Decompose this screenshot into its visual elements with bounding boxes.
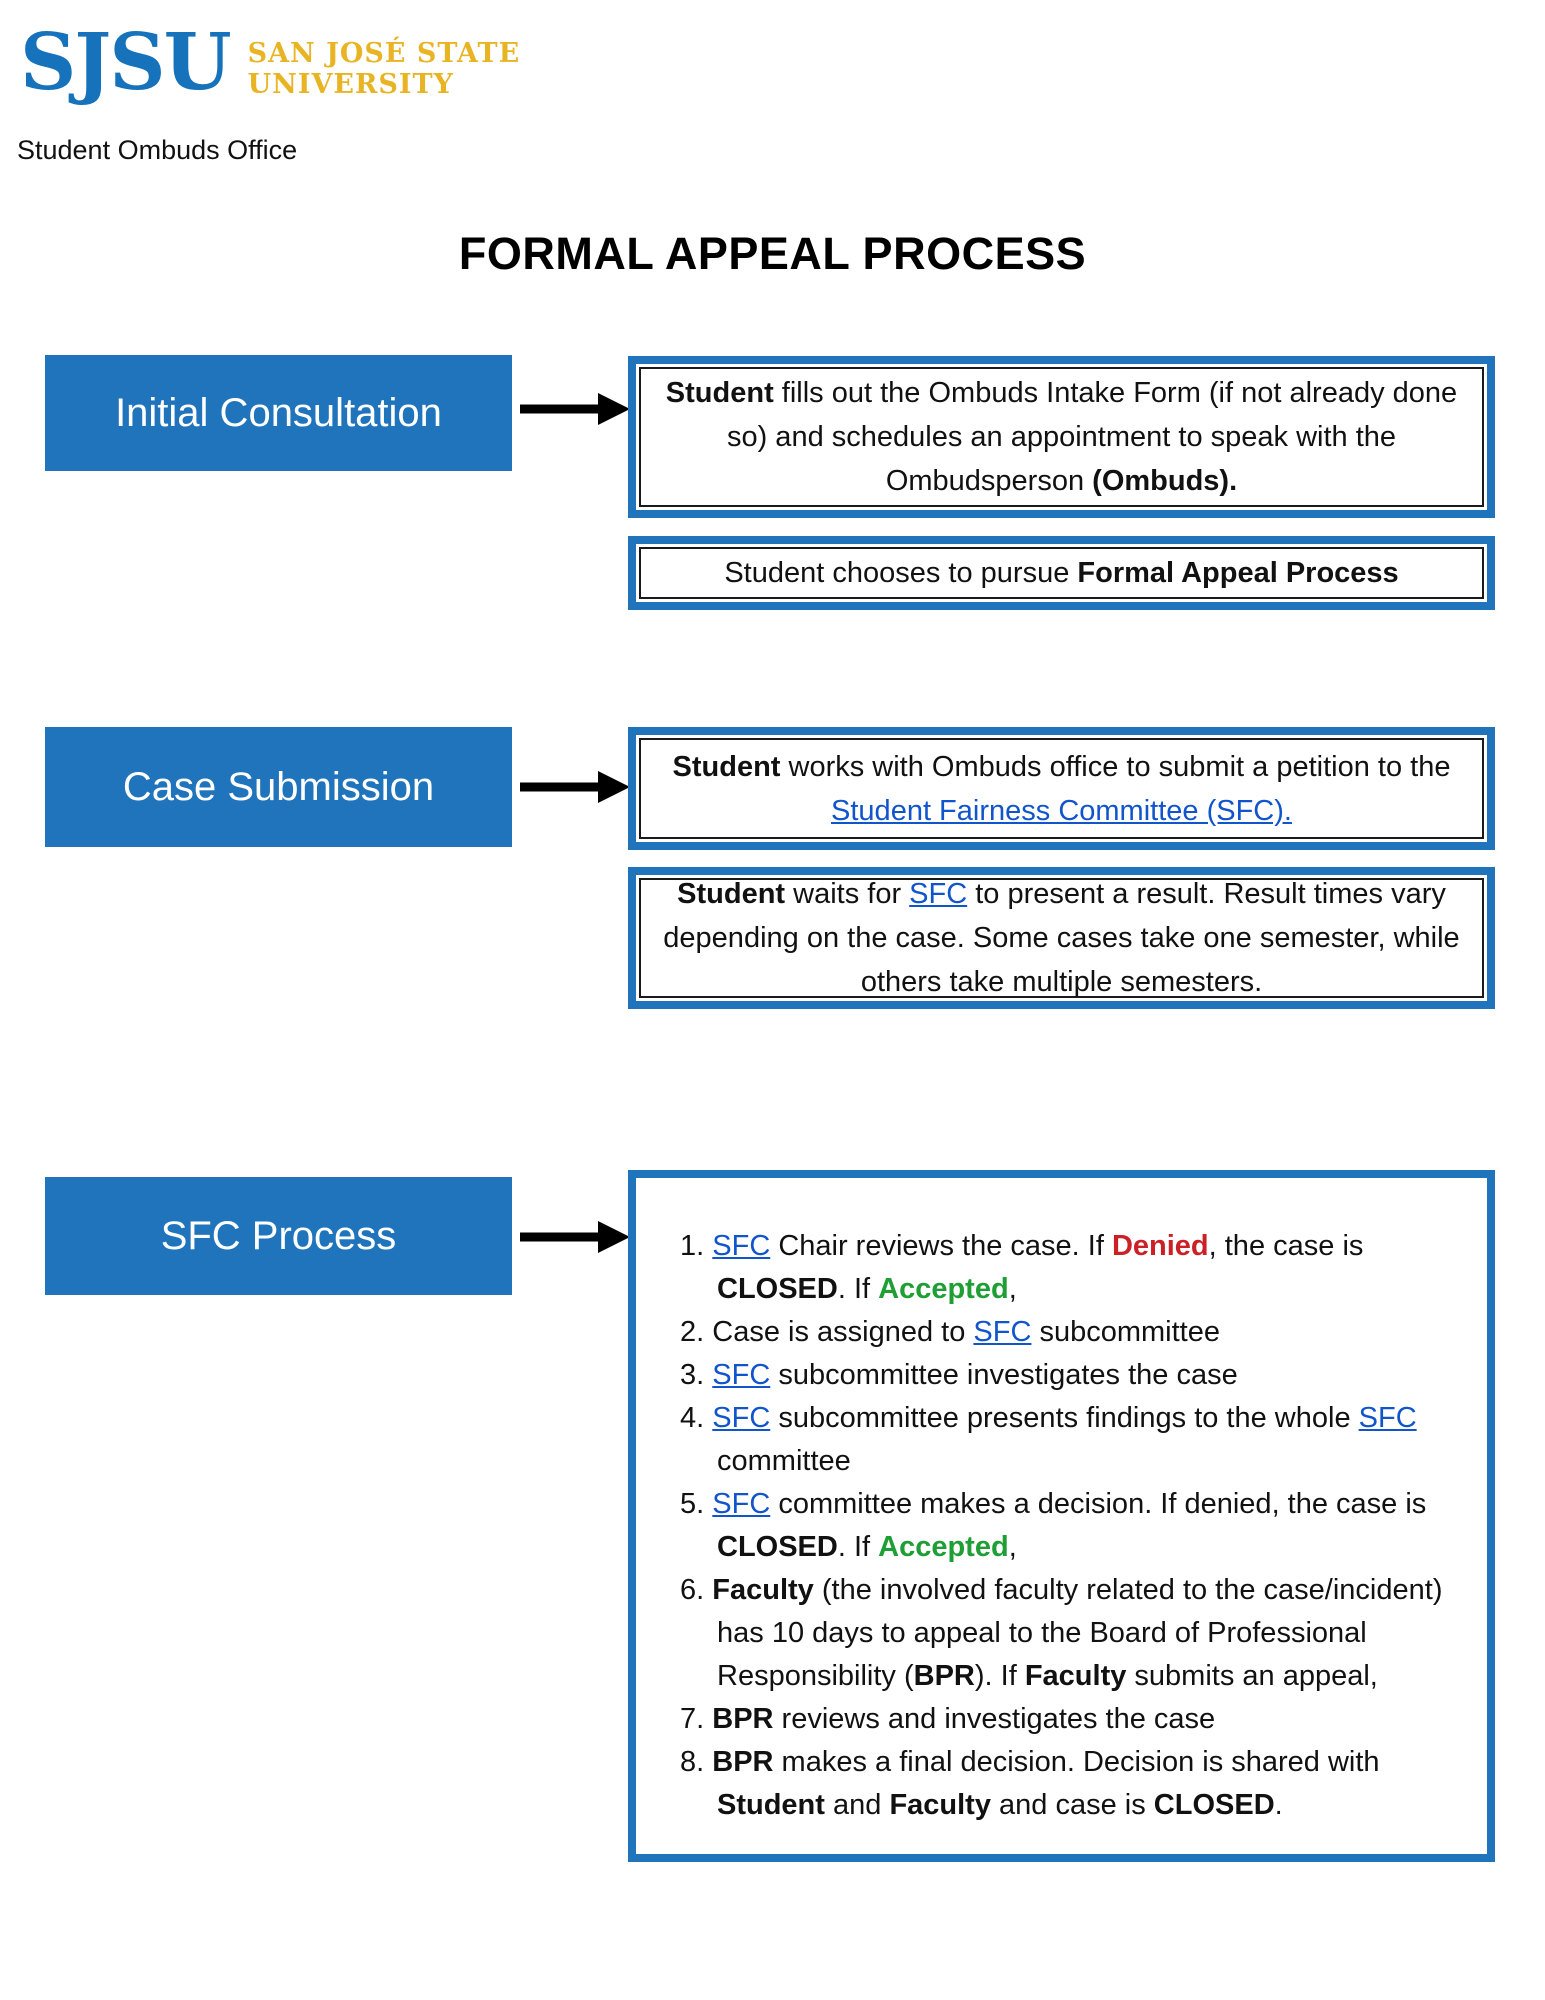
- sjsu-logo: [20, 17, 521, 108]
- text-segment: Faculty: [712, 1574, 814, 1606]
- text-segment: BPR: [712, 1746, 774, 1778]
- process-step-item: [680, 1698, 1459, 1741]
- sfc-link[interactable]: SFC: [1358, 1402, 1417, 1434]
- sfc-process-steps-box: [628, 1170, 1495, 1862]
- process-step-item: [680, 1569, 1459, 1698]
- text-segment: Faculty: [889, 1789, 991, 1821]
- sfc-link[interactable]: SFC: [973, 1316, 1032, 1348]
- text-segment: submits an appeal,: [1126, 1660, 1378, 1692]
- right-arrow-icon: [518, 1219, 630, 1255]
- right-arrow-icon: [518, 769, 630, 805]
- text-segment: Student: [665, 377, 774, 409]
- text-segment: CLOSED: [717, 1273, 838, 1305]
- stage-label: SFC Process: [160, 1213, 397, 1258]
- step-box-wait-for-result: [628, 867, 1495, 1009]
- logo-wordmark-line2: UNIVERSITY: [247, 69, 454, 100]
- office-name: Student Ombuds Office: [17, 135, 298, 165]
- text-segment: makes a final decision. Decision is shared with: [773, 1746, 1380, 1778]
- stage-box-case-submission: [45, 727, 512, 847]
- text-segment: (Ombuds).: [1092, 465, 1238, 497]
- text-segment: to present a result. Result times vary depending on the case. Some cases take one semester, while others take multiple semesters.: [663, 878, 1460, 998]
- text-segment: subcommittee: [1031, 1316, 1220, 1348]
- text-segment: BPR: [913, 1660, 975, 1692]
- process-step-item: [680, 1354, 1459, 1397]
- text-segment: works with Ombuds office to submit a petition to the: [780, 750, 1451, 783]
- step-text: [639, 738, 1484, 839]
- sfc-link[interactable]: SFC: [712, 1402, 771, 1434]
- text-segment: Student: [717, 1789, 825, 1821]
- stage-box-initial-consultation: [45, 355, 512, 471]
- stage-box-sfc-process: [45, 1177, 512, 1295]
- process-step-item: [680, 1225, 1459, 1311]
- text-segment: Accepted: [878, 1273, 1009, 1305]
- step-box-submit-petition: [628, 727, 1495, 850]
- text-segment: Student: [677, 878, 786, 910]
- text-segment: . If: [837, 1273, 879, 1305]
- sfc-link[interactable]: SFC: [712, 1488, 771, 1520]
- text-segment: Student: [672, 750, 781, 783]
- text-segment: . If: [837, 1531, 879, 1563]
- page-title: FORMAL APPEAL PROCESS: [458, 228, 1087, 279]
- text-segment: Chair reviews the case. If: [770, 1230, 1112, 1262]
- text-segment: Student chooses to pursue: [724, 557, 1078, 589]
- sfc-link[interactable]: SFC: [712, 1230, 771, 1262]
- text-segment: (the involved faculty related to the case/incident) has 10 days to appeal to the Board of Professional Responsibility (: [717, 1574, 1443, 1692]
- text-segment: BPR: [712, 1703, 774, 1735]
- sfc-link[interactable]: Student Fairness Committee (SFC).: [831, 794, 1292, 827]
- text-segment: , the case is: [1208, 1230, 1364, 1262]
- text-segment: fills out the Ombuds Intake Form (if not already done so) and schedules an appointment to speak with the Ombudsperson: [726, 377, 1458, 497]
- text-segment: subcommittee investigates the case: [770, 1359, 1238, 1391]
- text-segment: ,: [1008, 1531, 1017, 1563]
- step-box-choose-formal-appeal: [628, 536, 1495, 610]
- text-segment: .: [1274, 1789, 1283, 1821]
- process-step-item: [680, 1397, 1459, 1483]
- stage-label: Case Submission: [122, 764, 435, 809]
- text-segment: CLOSED: [717, 1531, 838, 1563]
- text-segment: Accepted: [878, 1531, 1009, 1563]
- text-segment: reviews and investigates the case: [773, 1703, 1216, 1735]
- sfc-process-steps-list: [636, 1225, 1487, 1827]
- text-segment: Formal Appeal Process: [1077, 557, 1399, 589]
- text-segment: and: [824, 1789, 890, 1821]
- stage-label: Initial Consultation: [115, 390, 442, 435]
- text-segment: waits for: [785, 878, 910, 910]
- process-step-item: [680, 1311, 1459, 1354]
- text-segment: CLOSED: [1153, 1789, 1275, 1821]
- sjsu-logo-acronym: SJSU: [20, 17, 230, 108]
- sfc-link[interactable]: SFC: [909, 878, 968, 910]
- text-segment: committee: [717, 1445, 851, 1477]
- sfc-link[interactable]: SFC: [712, 1359, 771, 1391]
- step-text: [639, 547, 1484, 599]
- text-segment: Denied: [1111, 1230, 1209, 1262]
- text-segment: and case is: [990, 1789, 1154, 1821]
- step-box-intake-form: [628, 356, 1495, 518]
- sjsu-logo-wordmark: [248, 38, 521, 100]
- text-segment: ). If: [974, 1660, 1025, 1692]
- text-segment: Case is assigned to: [712, 1316, 974, 1348]
- step-text: [639, 878, 1484, 998]
- text-segment: ,: [1008, 1273, 1017, 1305]
- right-arrow-icon: [518, 391, 630, 427]
- text-segment: Faculty: [1024, 1660, 1127, 1692]
- logo-wordmark-line1: SAN JOSÉ STATE: [247, 38, 521, 69]
- text-segment: committee makes a decision. If denied, the case is: [770, 1488, 1427, 1520]
- step-text: [639, 367, 1484, 507]
- text-segment: subcommittee presents findings to the whole: [770, 1402, 1359, 1434]
- process-step-item: [680, 1741, 1459, 1827]
- process-step-item: [680, 1483, 1459, 1569]
